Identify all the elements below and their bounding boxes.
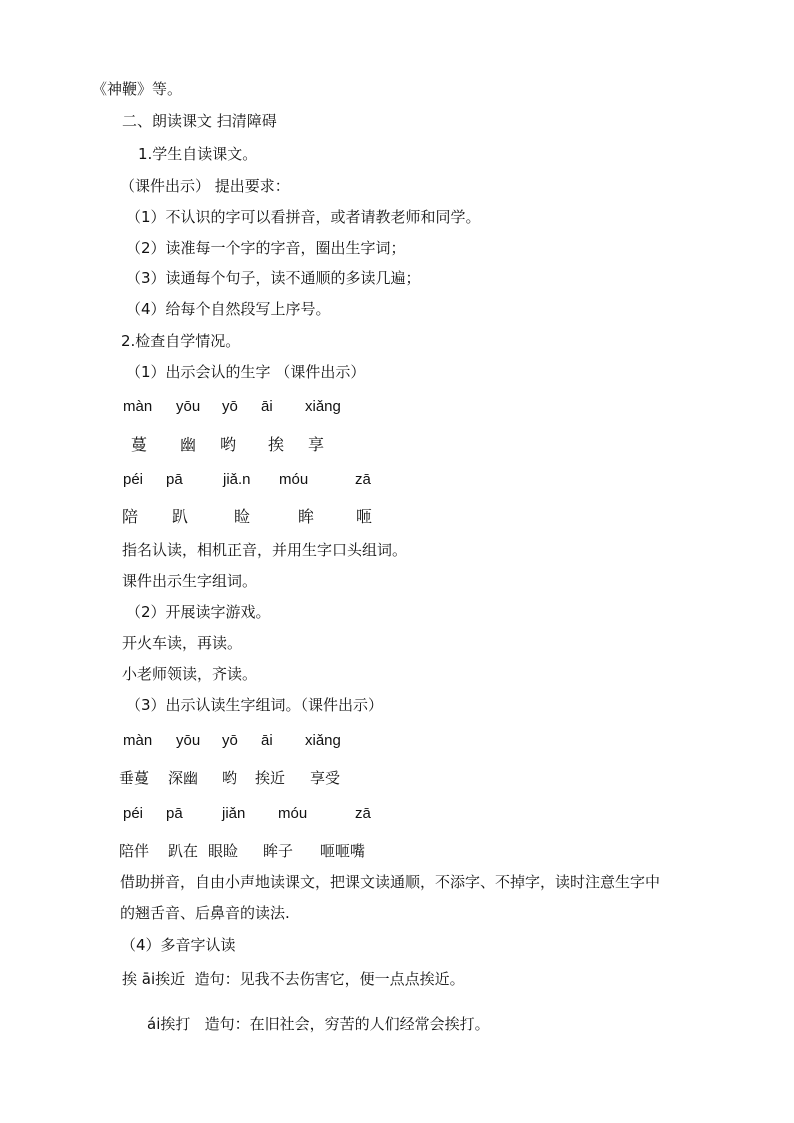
text-line: 《神鞭》等。 [92, 80, 183, 98]
pinyin-row [0, 470, 794, 490]
pinyin: pā [166, 471, 183, 488]
character: 享 [308, 435, 325, 454]
word: 眸子 [263, 842, 294, 860]
word: 眼睑 [208, 842, 239, 860]
character: 咂 [356, 507, 373, 526]
word: 挨近 [255, 769, 286, 787]
word: 享受 [310, 769, 341, 787]
word: 哟 [222, 769, 238, 787]
pinyin: zā [355, 805, 371, 822]
pinyin: màn [123, 398, 153, 415]
pinyin-row [0, 731, 794, 751]
text-line: 小老师领读，齐读。 [122, 665, 258, 683]
text-line: （3）出示认读生字组词。（课件出示） [126, 696, 384, 714]
text-line: 指名认读，相机正音，并用生字口头组词。 [122, 541, 408, 559]
pinyin: màn [123, 732, 153, 749]
character: 蔓 [131, 435, 148, 454]
pinyin: āi [261, 398, 273, 415]
character: 陪 [122, 507, 139, 526]
word-row [0, 840, 794, 862]
character: 幽 [180, 435, 197, 454]
pinyin: xiǎng [305, 732, 341, 749]
requirement-item: （1）不认识的字可以看拼音，或者请教老师和同学。 [126, 208, 481, 226]
text-line: （课件出示） 提出要求： [120, 177, 290, 195]
word-row [0, 767, 794, 789]
requirement-item: （2）读准每一个字的字音，圈出生字词； [126, 239, 406, 257]
word: 深幽 [168, 769, 199, 787]
pinyin: péi [123, 471, 144, 488]
character: 哟 [220, 435, 237, 454]
character: 睑 [234, 507, 251, 526]
character: 趴 [172, 507, 189, 526]
pinyin: móu [279, 471, 309, 488]
pinyin: zā [355, 471, 371, 488]
text-line: （1）出示会认的生字 （课件出示） [126, 363, 366, 381]
step-heading: （4）多音字认读 [121, 936, 236, 954]
text-line: 课件出示生字组词。 [122, 572, 258, 590]
section-heading: 二、朗读课文 扫清障碍 [122, 112, 277, 130]
word: 陪伴 [119, 842, 150, 860]
word: 咂咂嘴 [320, 842, 366, 860]
paragraph-line: 借助拼音，自由小声地读课文，把课文读通顺，不添字、不掉字，读时注意生字中 [120, 873, 661, 891]
polyphone-example: 挨 āi挨近 造句：见我不去伤害它，便一点点挨近。 [122, 970, 465, 988]
word: 趴在 [168, 842, 199, 860]
pinyin: móu [278, 805, 308, 822]
character: 挨 [268, 435, 285, 454]
text-line: （2）开展读字游戏。 [126, 603, 271, 621]
pinyin: pā [166, 805, 183, 822]
pinyin: jiǎ.n [223, 471, 251, 488]
requirement-item: （3）读通每个句子，读不通顺的多读几遍； [126, 269, 421, 287]
pinyin: yōu [176, 732, 201, 749]
pinyin: yōu [176, 398, 201, 415]
step-heading: 1.学生自读课文。 [138, 145, 258, 163]
pinyin: péi [123, 805, 144, 822]
pinyin-row [0, 804, 794, 824]
character-row [0, 506, 794, 528]
character: 眸 [298, 507, 315, 526]
pinyin: jiǎn [222, 805, 246, 822]
pinyin: yō [222, 398, 238, 415]
requirement-item: （4）给每个自然段写上序号。 [126, 300, 331, 318]
pinyin: yō [222, 732, 238, 749]
text-line: 开火车读，再读。 [122, 634, 243, 652]
pinyin: āi [261, 732, 273, 749]
pinyin-row [0, 397, 794, 417]
paragraph-line: 的翘舌音、后鼻音的读法. [120, 904, 290, 922]
character-row [0, 434, 794, 456]
polyphone-example: ái挨打 造句：在旧社会，穷苦的人们经常会挨打。 [147, 1015, 490, 1033]
pinyin: xiǎng [305, 398, 341, 415]
step-heading: 2.检查自学情况。 [121, 332, 241, 350]
word: 垂蔓 [119, 769, 150, 787]
